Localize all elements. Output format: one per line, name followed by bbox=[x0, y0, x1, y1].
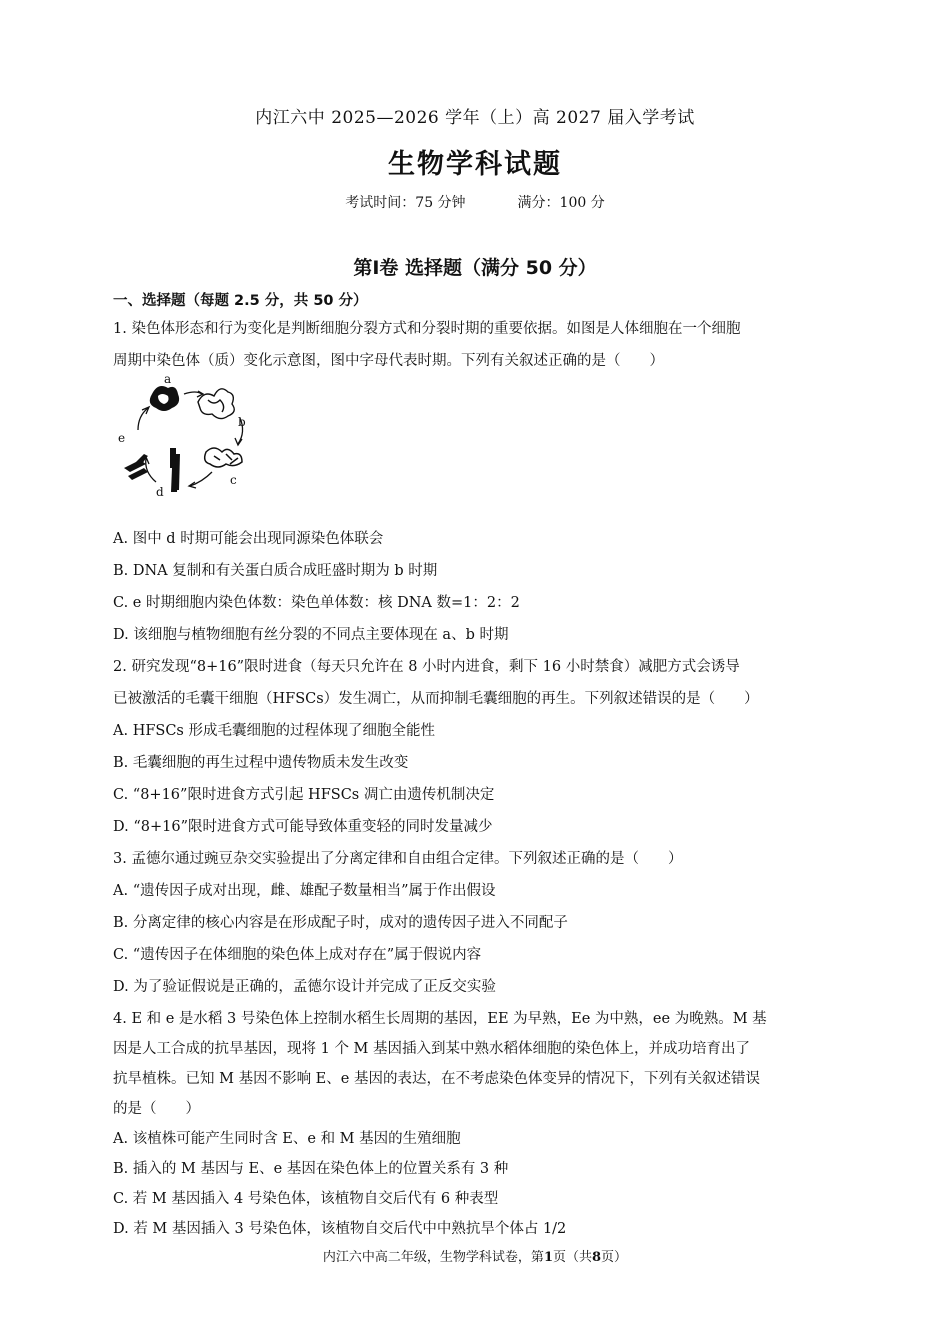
footer-mid: 页（共 bbox=[552, 1250, 592, 1265]
question-4-option-d: D. 若 M 基因插入 3 号染色体，该植物自交后代中中熟抗旱个体占 1/2 bbox=[113, 1221, 567, 1237]
question-2-option-d: D. “8+16”限时进食方式可能导致体重变轻的同时发量减少 bbox=[113, 819, 493, 835]
school-exam-heading: 内江六中 2025—2026 学年（上）高 2027 届入学考试 bbox=[255, 108, 695, 128]
label-e: e bbox=[118, 431, 126, 445]
footer-total-pages: 8 bbox=[592, 1250, 602, 1265]
question-2-option-b: B. 毛囊细胞的再生过程中遗传物质未发生改变 bbox=[113, 755, 409, 771]
label-b: b bbox=[238, 415, 246, 429]
exam-meta bbox=[0, 192, 950, 212]
chromatin-b bbox=[198, 389, 234, 419]
question-4-option-b: B. 插入的 M 基因与 E、e 基因在染色体上的位置关系有 3 种 bbox=[113, 1161, 509, 1177]
page-footer bbox=[0, 1246, 950, 1265]
question-2-option-a: A. HFSCs 形成毛囊细胞的过程体现了细胞全能性 bbox=[113, 723, 435, 739]
question-1-option-c: C. e 时期细胞内染色体数：染色单体数：核 DNA 数=1：2：2 bbox=[113, 595, 520, 611]
section-title: 第Ⅰ卷 选择题（满分 50 分） bbox=[353, 257, 597, 279]
exam-time: 考试时间：75 分钟 bbox=[345, 195, 466, 211]
question-4-option-c: C. 若 M 基因插入 4 号染色体，该植物自交后代有 6 种表型 bbox=[113, 1191, 499, 1207]
arrow-d-e bbox=[146, 458, 156, 482]
question-3-option-a: A. “遗传因子成对出现，雌、雄配子数量相当”属于作出假设 bbox=[113, 883, 496, 899]
chromatin-a bbox=[150, 386, 179, 411]
footer-page-number: 1 bbox=[543, 1250, 553, 1265]
full-score: 满分：100 分 bbox=[517, 195, 605, 211]
chromatin-c bbox=[205, 448, 242, 467]
chromosome-d bbox=[170, 448, 180, 492]
cell-cycle-diagram bbox=[110, 372, 260, 500]
question-3-option-d: D. 为了验证假说是正确的，孟德尔设计并完成了正反交实验 bbox=[113, 979, 496, 995]
question-1-option-d: D. 该细胞与植物细胞有丝分裂的不同点主要体现在 a、b 时期 bbox=[113, 627, 509, 643]
label-d: d bbox=[156, 485, 164, 499]
label-a: a bbox=[164, 372, 172, 386]
question-4-line-1: 4. E 和 e 是水稻 3 号染色体上控制水稻生长周期的基因，EE 为早熟，Ee 为中熟，ee 为晚熟。M 基 bbox=[113, 1011, 767, 1027]
question-1-option-a: A. 图中 d 时期可能会出现同源染色体联会 bbox=[113, 531, 384, 547]
footer-prefix: 内江六中高二年级，生物学科试卷，第 bbox=[322, 1250, 544, 1265]
chromosome-e bbox=[124, 454, 148, 480]
question-2-option-c: C. “8+16”限时进食方式引起 HFSCs 凋亡由遗传机制决定 bbox=[113, 787, 495, 803]
question-4-line-2: 因是人工合成的抗旱基因，现将 1 个 M 基因插入到某中熟水稻体细胞的染色体上，并成功培育出了 bbox=[113, 1041, 751, 1057]
question-4-line-4: 的是（ ） bbox=[113, 1101, 200, 1117]
page-title: 生物学科试题 bbox=[388, 149, 562, 180]
question-1-line-2: 周期中染色体（质）变化示意图，图中字母代表时期。下列有关叙述正确的是（ ） bbox=[113, 353, 664, 369]
question-4-option-a: A. 该植株可能产生同时含 E、e 和 M 基因的生殖细胞 bbox=[113, 1131, 461, 1147]
question-1-line-1: 1. 染色体形态和行为变化是判断细胞分裂方式和分裂时期的重要依据。如图是人体细胞在一个细胞 bbox=[113, 321, 741, 337]
part-title: 一、选择题（每题 2.5 分，共 50 分） bbox=[113, 293, 368, 309]
question-3-option-b: B. 分离定律的核心内容是在形成配子时，成对的遗传因子进入不同配子 bbox=[113, 915, 568, 931]
question-3-line-1: 3. 孟德尔通过豌豆杂交实验提出了分离定律和自由组合定律。下列叙述正确的是（ ） bbox=[113, 851, 683, 867]
label-c: c bbox=[230, 473, 237, 487]
question-2-line-1: 2. 研究发现“8+16”限时进食（每天只允许在 8 小时内进食，剩下 16 小时禁食）减肥方式会诱导 bbox=[113, 659, 740, 675]
question-3-option-c: C. “遗传因子在体细胞的染色体上成对存在”属于假说内容 bbox=[113, 947, 482, 963]
question-2-line-2: 已被激活的毛囊干细胞（HFSCs）发生凋亡，从而抑制毛囊细胞的再生。下列叙述错误的是（ ） bbox=[113, 691, 759, 707]
question-1-option-b: B. DNA 复制和有关蛋白质合成旺盛时期为 b 时期 bbox=[113, 563, 438, 579]
question-4-line-3: 抗旱植株。已知 M 基因不影响 E、e 基因的表达，在不考虑染色体变异的情况下，下列有关叙述错误 bbox=[113, 1071, 760, 1087]
footer-suffix: 页） bbox=[601, 1250, 628, 1265]
